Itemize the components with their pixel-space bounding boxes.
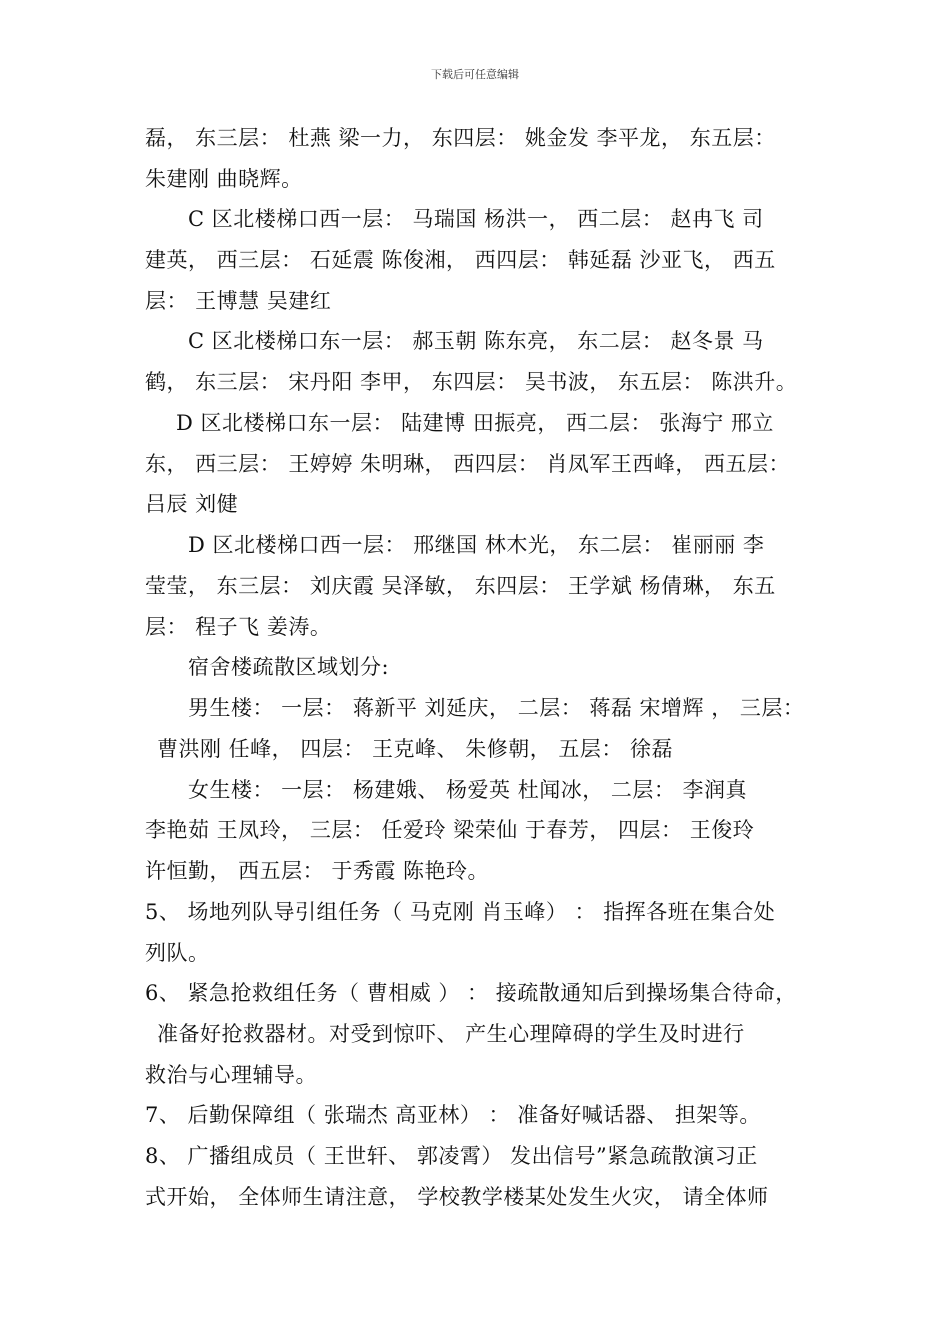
text-line: 式开始， 全体师生请注意， 学校教学楼某处发生火灾， 请全体师 bbox=[145, 1185, 769, 1209]
text-line: 建英， 西三层： 石延震 陈俊湘， 西四层： 韩延磊 沙亚飞， 西五 bbox=[145, 248, 776, 272]
page-header: 下载后可任意编辑 bbox=[431, 68, 519, 81]
text-line: 女生楼： 一层： 杨建娥、 杨爱英 杜闻冰， 二层： 李润真 bbox=[188, 778, 748, 802]
text-line: 男生楼： 一层： 蒋新平 刘延庆， 二层： 蒋磊 宋增辉 ， 三层： bbox=[188, 696, 805, 720]
text-line: 许恒勤， 西五层： 于秀霞 陈艳玲。 bbox=[145, 859, 490, 883]
text-line: 列队。 bbox=[145, 941, 210, 965]
text-line: D 区北楼梯口西一层： 邢继国 林木光， 东二层： 崔丽丽 李 bbox=[188, 533, 765, 557]
text-line: 鹤， 东三层： 宋丹阳 李甲， 东四层： 吴书波， 东五层： 陈洪升。 bbox=[145, 370, 798, 394]
text-line: 东， 西三层： 王婷婷 朱明琳， 西四层： 肖凤军王西峰， 西五层： bbox=[145, 452, 791, 476]
text-line: 李艳茹 王凤玲， 三层： 任爱玲 梁荣仙 于春芳， 四层： 王俊玲 bbox=[145, 818, 755, 842]
text-line: 层： 王博慧 吴建红 bbox=[145, 289, 332, 313]
text-line: 准备好抢救器材。对受到惊吓、 产生心理障碍的学生及时进行 bbox=[157, 1022, 745, 1046]
text-line: 吕辰 刘健 bbox=[145, 492, 239, 516]
text-line: 莹莹， 东三层： 刘庆霞 吴泽敏， 东四层： 王学斌 杨倩琳， 东五 bbox=[145, 574, 776, 598]
text-line: 层： 程子飞 姜涛。 bbox=[145, 615, 332, 639]
text-line: 曹洪刚 任峰， 四层： 王克峰、 朱修朝， 五层： 徐磊 bbox=[157, 737, 674, 761]
text-line: 朱建刚 曲晓辉。 bbox=[145, 167, 303, 191]
text-line: 磊， 东三层： 杜燕 梁一力， 东四层： 姚金发 李平龙， 东五层： bbox=[145, 126, 776, 150]
text-line: D 区北楼梯口东一层： 陆建博 田振亮， 西二层： 张海宁 邢立 bbox=[176, 411, 774, 435]
text-line: C 区北楼梯口东一层： 郝玉朝 陈东亮， 东二层： 赵冬景 马 bbox=[188, 329, 764, 353]
text-line: 救治与心理辅导。 bbox=[145, 1063, 317, 1087]
text-line: C 区北楼梯口西一层： 马瑞国 杨洪一， 西二层： 赵冉飞 司 bbox=[188, 207, 764, 231]
text-line: 8、 广播组成员（ 王世轩、 郭凌霄） 发出信号”紧急疏散演习正 bbox=[145, 1144, 758, 1168]
text-line: 7、 后勤保障组（ 张瑞杰 高亚林） ： 准备好喊话器、 担架等。 bbox=[145, 1103, 761, 1127]
text-line: 6、 紧急抢救组任务（ 曹相威 ） ： 接疏散通知后到操场集合待命， bbox=[145, 981, 797, 1005]
text-line: 5、 场地列队导引组任务（ 马克刚 肖玉峰） ： 指挥各班在集合处 bbox=[145, 900, 776, 924]
text-line: 宿舍楼疏散区域划分: bbox=[188, 655, 390, 679]
